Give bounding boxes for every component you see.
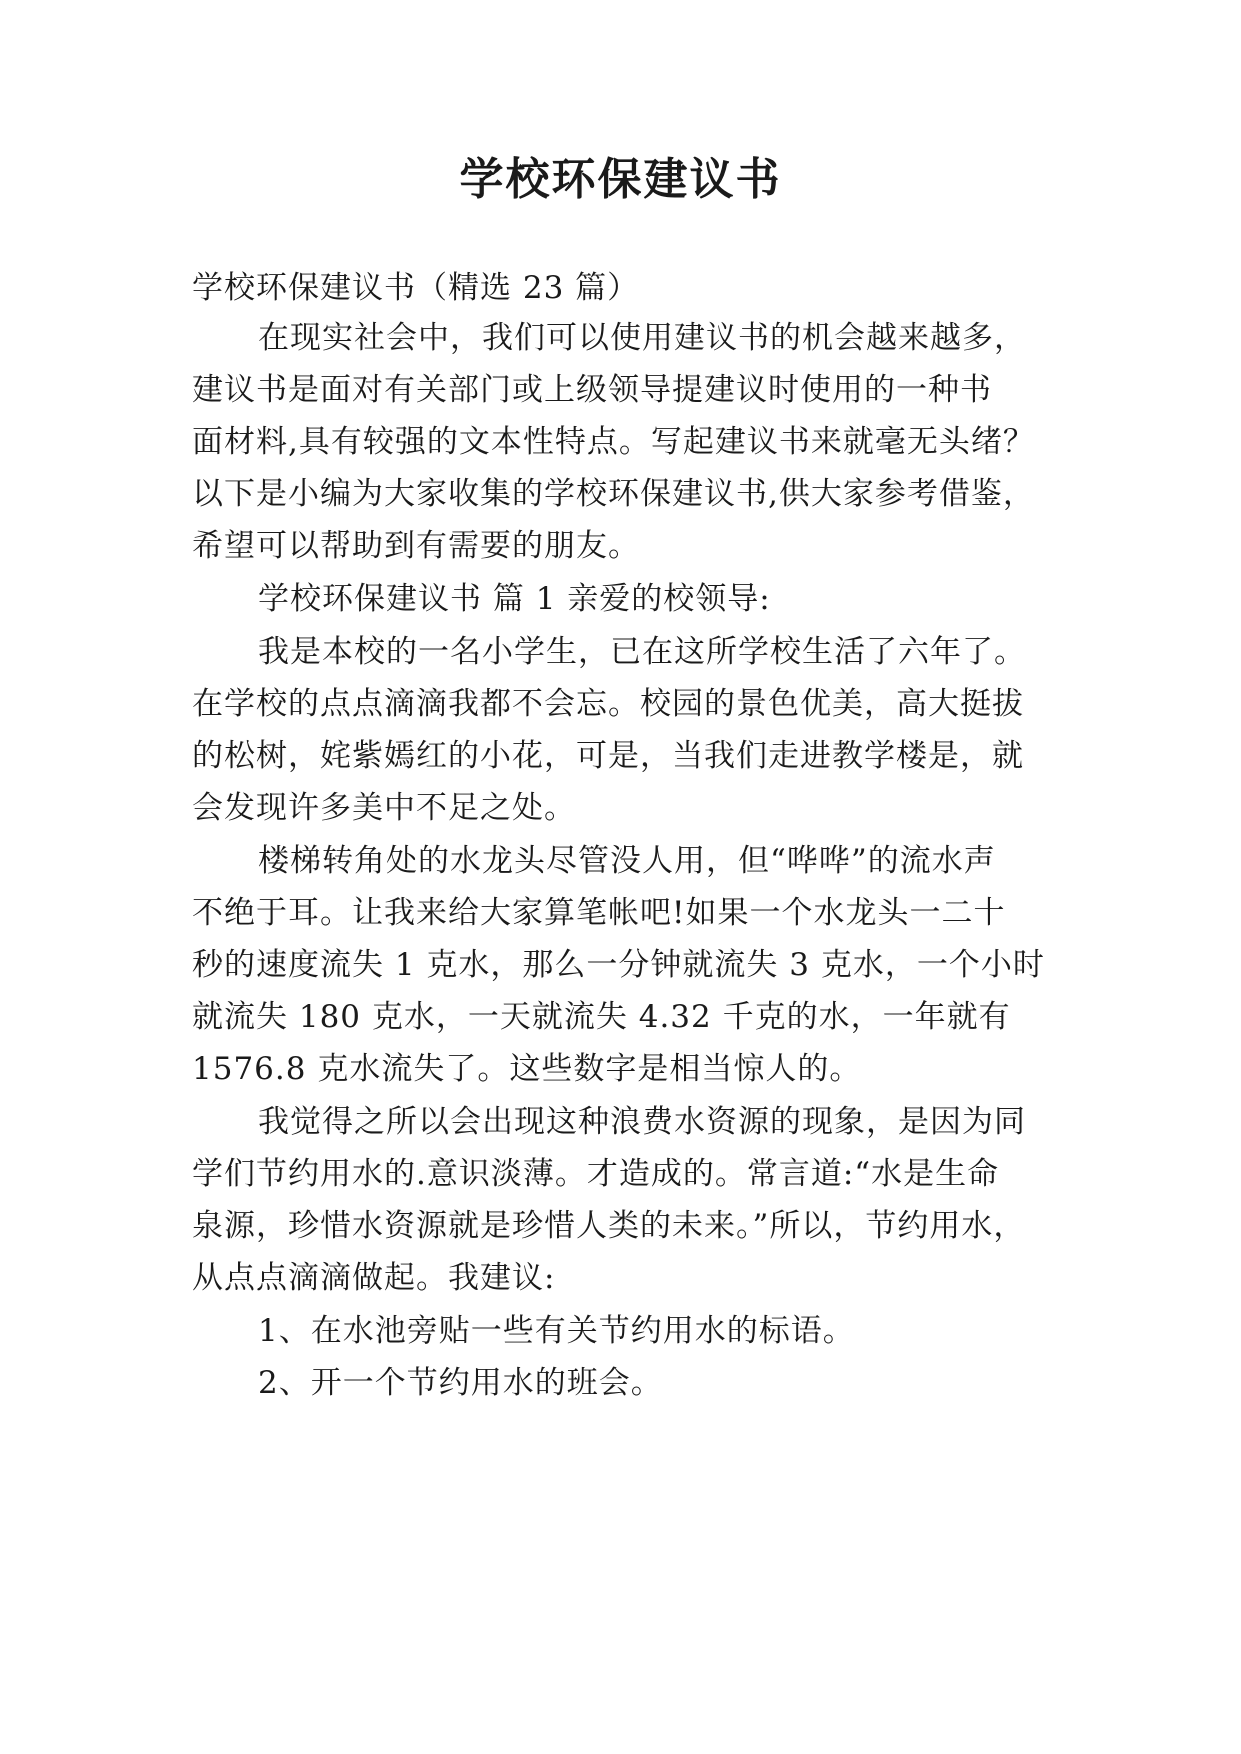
paragraph-line: 的松树，姹紫嫣红的小花，可是，当我们走进教学楼是，就 xyxy=(192,738,1024,774)
paragraph-line: 从点点滴滴做起。我建议: xyxy=(192,1260,556,1296)
paragraph-line: 秒的速度流失 1 克水，那么一分钟就流失 3 克水，一个小时 xyxy=(192,947,1045,983)
paragraph-line: 建议书是面对有关部门或上级领导提建议时使用的一种书 xyxy=(192,372,992,408)
paragraph-line: 我是本校的一名小学生，已在这所学校生活了六年了。 xyxy=(258,634,1026,670)
paragraph-line: 在学校的点点滴滴我都不会忘。校园的景色优美，高大挺拔 xyxy=(192,686,1024,722)
paragraph-line: 学们节约用水的.意识淡薄。才造成的。常言道:“水是生命 xyxy=(192,1156,1000,1192)
paragraph-line: 会发现许多美中不足之处。 xyxy=(192,790,576,826)
paragraph-line: 希望可以帮助到有需要的朋友。 xyxy=(192,528,640,564)
paragraph-line: 以下是小编为大家收集的学校环保建议书,供大家参考借鉴， xyxy=(192,476,1035,512)
paragraph-line: 面材料,具有较强的文本性特点。写起建议书来就毫无头绪？ xyxy=(192,424,1035,460)
paragraph-line: 我觉得之所以会出现这种浪费水资源的现象，是因为同 xyxy=(258,1104,1026,1140)
paragraph-line: 在现实社会中，我们可以使用建议书的机会越来越多， xyxy=(258,320,1026,356)
paragraph-line: 泉源，珍惜水资源就是珍惜人类的未来。”所以，节约用水， xyxy=(192,1208,1026,1244)
section-heading: 学校环保建议书 篇 1 亲爱的校领导: xyxy=(258,581,771,617)
paragraph-line: 就流失 180 克水，一天就流失 4.32 千克的水，一年就有 xyxy=(192,999,1011,1035)
list-item: 1、在水池旁贴一些有关节约用水的标语。 xyxy=(258,1313,855,1349)
subtitle-line: 学校环保建议书（精选 23 篇） xyxy=(192,270,640,306)
list-item: 2、开一个节约用水的班会。 xyxy=(258,1365,663,1401)
paragraph-line: 楼梯转角处的水龙头尽管没人用，但“哗哗”的流水声 xyxy=(258,843,996,879)
document-title: 学校环保建议书 xyxy=(459,154,782,205)
paragraph-line: 1576.8 克水流失了。这些数字是相当惊人的。 xyxy=(192,1051,862,1087)
paragraph-line: 不绝于耳。让我来给大家算笔帐吧!如果一个水龙头一二十 xyxy=(192,895,1006,931)
